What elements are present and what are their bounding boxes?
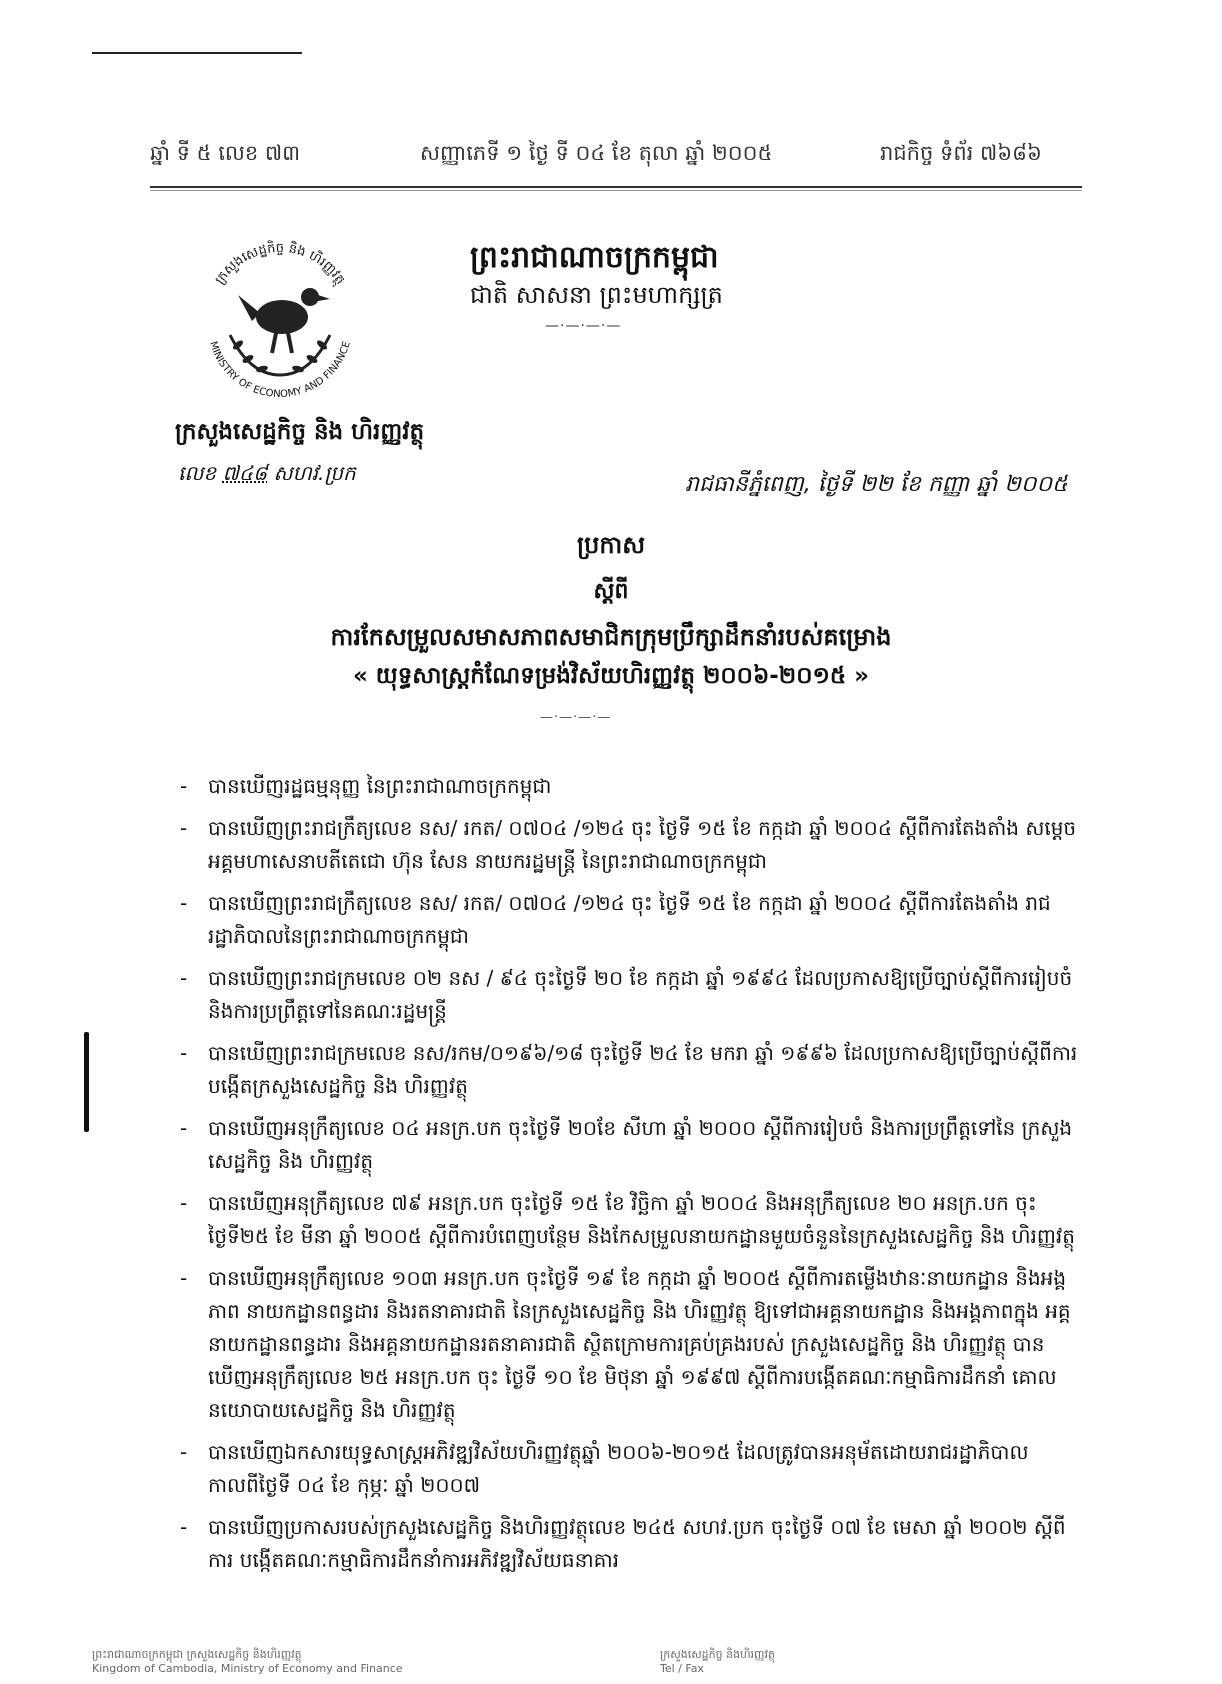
ministry-name: ក្រសួងសេដ្ឋកិច្ច និង ហិរញ្ញវត្ថុ xyxy=(175,419,425,445)
motto-ornament: —·—·—·— xyxy=(545,318,622,334)
seal-top-text: ក្រសួងសេដ្ឋកិច្ច និង ហិរញ្ញវត្ថុ xyxy=(212,240,348,288)
scan-mark xyxy=(84,1032,89,1132)
subject-ornament: —·—·—·— xyxy=(540,710,612,725)
header-divider-thin xyxy=(150,190,1082,191)
reference-suffix: សហវ.ប្រក xyxy=(273,461,356,485)
footer-right: ក្រសួងសេដ្ឋកិច្ច និងហិរញ្ញវត្ថុ Tel / Fax xyxy=(660,1648,776,1675)
list-item: - បានឃើញព្រះរាជក្រឹត្យលេខ នស/ រកត/ ០៧០៤ /១២៤ ចុះ ថ្ងៃទី ១៥ ខែ កក្កដា ឆ្នាំ ២០០៤ ស្តីពីការតែងតាំង រាជរដ្ឋាភិបាលនៃព្រះរាជាណាចក្រកម្ពុជា xyxy=(180,891,1051,948)
document-subject: ការកែសម្រួលសមាសភាពសមាជិកក្រុមប្រឹក្សាដឹកនាំរបស់គម្រោង xyxy=(330,623,892,651)
seal-bottom-text: MINISTRY OF ECONOMY AND FINANCE xyxy=(207,340,353,401)
ministry-seal-icon xyxy=(190,225,370,405)
list-item: - បានឃើញព្រះរាជក្រមលេខ នស/រកម/០១៩៦/១៨ ចុះថ្ងៃទី ២៤ ខែ មករា ឆ្នាំ ១៩៩៦ ដែលប្រកាសឱ្យប្រើច្បាប់ស្តីពីការបង្កើតក្រសួងសេដ្ឋកិច្ច និង ហិរញ្ញវត្ថុ xyxy=(180,1041,1078,1098)
list-item: - បានឃើញអនុក្រឹត្យលេខ ៧៩ អនក្រ.បក ចុះថ្ងៃទី ១៥ ខែ វិច្ឆិកា ឆ្នាំ ២០០៤ និងអនុក្រឹត្យលេខ ២០ អនក្រ.បក ចុះ ថ្ងៃទី២៥ ខែ មីនា ឆ្នាំ ២០០៥ ស្តីពីការបំពេញបន្ថែម និងកែសម្រួលនាយកដ្ឋានមួយចំនួននៃក្រសួងសេដ្ឋកិច្ច និង ហិរញ្ញវត្ថុ xyxy=(180,1191,1075,1248)
reference-value: ៧៤៨ xyxy=(222,461,268,485)
document-subtitle: « យុទ្ធសាស្ត្រកំណែទម្រង់វិស័យហិរញ្ញវត្ថុ ២០០៦-២០១៥ » xyxy=(352,663,870,689)
list-item: - បានឃើញព្រះរាជក្រឹត្យលេខ នស/ រកត/ ០៧០៤ /១២៤ ចុះ ថ្ងៃទី ១៥ ខែ កក្កដា ឆ្នាំ ២០០៤ ស្តីពីការតែងតាំង សម្តេចអគ្គមហាសេនាបតីតេជោ ហ៊ុន សែន នាយករដ្ឋមន្ត្រី នៃព្រះរាជាណាចក្រកម្ពុជា xyxy=(180,816,1077,873)
list-item: - បានឃើញអនុក្រឹត្យលេខ ១០៣ អនក្រ.បក ចុះថ្ងៃទី ១៩ ខែ កក្កដា ឆ្នាំ ២០០៥ ស្តីពីការតម្លើងឋានៈនាយកដ្ឋាន និងអង្គភាព នាយកដ្ឋានពន្ធដារ និងរតនាគារជាតិ នៃក្រសួងសេដ្ឋកិច្ច និង ហិរញ្ញវត្ថុ ឱ្យទៅជាអគ្គនាយកដ្ឋាន និងអង្គភាពក្នុង អគ្គនាយកដ្ឋានពន្ធដារ និងអគ្គនាយកដ្ឋានរតនាគារជាតិ ស្ថិតក្រោមការគ្រប់គ្រងរបស់ ក្រសួងសេដ្ឋកិច្ច និង ហិរញ្ញវត្ថុ បានឃើញអនុក្រឹត្យលេខ ២៥ អនក្រ.បក ចុះ ថ្ងៃទី ១០ ខែ មិថុនា ឆ្នាំ ១៩៩៧ ស្តីពីការបង្កើតគណៈកម្មាធិការដឹកនាំ គោលនយោបាយសេដ្ឋកិច្ច និង ហិរញ្ញវត្ថុ xyxy=(180,1266,1071,1422)
subject-label: ស្តីពី xyxy=(593,579,629,604)
svg-text:ក្រសួងសេដ្ឋកិច្ច និង ហិរញ្ញវត្ xyxy=(212,239,347,288)
considerations-list xyxy=(180,770,1080,1586)
list-item: - បានឃើញរដ្ឋធម្មនុញ្ញ នៃព្រះរាជាណាចក្រកម្ពុជា xyxy=(180,774,552,798)
footer-left: ព្រះរាជាណាចក្រកម្ពុជា ក្រសួងសេដ្ឋកិច្ច និងហិរញ្ញវត្ថុ Kingdom of Cambodia, Ministry of Economy and Finance xyxy=(92,1648,403,1675)
reference-label: លេខ xyxy=(178,461,217,485)
kingdom-title: ព្រះរាជាណាចក្រកម្ពុជា xyxy=(470,240,719,275)
top-rule xyxy=(92,52,302,54)
list-item: - បានឃើញឯកសារយុទ្ធសាស្ត្រអភិវឌ្ឍវិស័យហិរញ្ញវត្ថុឆ្នាំ ២០០៦-២០១៥ ដែលត្រូវបានអនុម័តដោយរាជរដ្ឋាភិបាល កាលពីថ្ងៃទី ០៤ ខែ កុម្ភៈ ឆ្នាំ ២០០៧ xyxy=(180,1440,1029,1497)
list-item: - បានឃើញប្រកាសរបស់ក្រសួងសេដ្ឋកិច្ច និងហិរញ្ញវត្ថុលេខ ២៤៥ សហវ.ប្រក ចុះថ្ងៃទី ០៧ ខែ មេសា ឆ្នាំ ២០០២ ស្តីពីការ បង្កើតគណៈកម្មាធិការដឹកនាំការអភិវឌ្ឍវិស័យធនាគារ xyxy=(180,1515,1066,1572)
header-divider xyxy=(150,186,1082,188)
gazette-date: សញ្ញាភេទី ១ ថ្ងៃ ទី ០៤ ខែ តុលា ឆ្នាំ ២០០៥ xyxy=(420,141,773,165)
signing-date: រាជធានីភ្នំពេញ, ថ្ងៃទី ២២ ខែ កញ្ញា ឆ្នាំ ២០០៥ xyxy=(685,472,1068,497)
gazette-page: រាជកិច្ច ទំព័រ ៧៦៨៦ xyxy=(880,141,1042,165)
national-motto: ជាតិ សាសនា ព្រះមហាក្សត្រ xyxy=(470,281,723,309)
document-type: ប្រកាស xyxy=(576,531,646,559)
reference-number xyxy=(178,460,356,490)
svg-text:MINISTRY OF ECONOMY AND FINANC xyxy=(207,340,353,400)
list-item: - បានឃើញព្រះរាជក្រមលេខ ០២ នស / ៩៤ ចុះថ្ងៃទី ២០ ខែ កក្កដា ឆ្នាំ ១៩៩៤ ដែលប្រកាសឱ្យប្រើច្បាប់ស្តីពីការរៀបចំ និងការប្រព្រឹត្តទៅនៃគណៈរដ្ឋមន្ត្រី xyxy=(180,966,1073,1023)
gazette-issue: ឆ្នាំ ទី ៥ លេខ ៧៣ xyxy=(150,141,301,165)
list-item: - បានឃើញអនុក្រឹត្យលេខ ០៤ អនក្រ.បក ចុះថ្ងៃទី ២០ខែ សីហា ឆ្នាំ ២០០០ ស្តីពីការរៀបចំ និងការប្រព្រឹត្តទៅនៃ ក្រសួងសេដ្ឋកិច្ច និង ហិរញ្ញវត្ថុ xyxy=(180,1116,1073,1173)
